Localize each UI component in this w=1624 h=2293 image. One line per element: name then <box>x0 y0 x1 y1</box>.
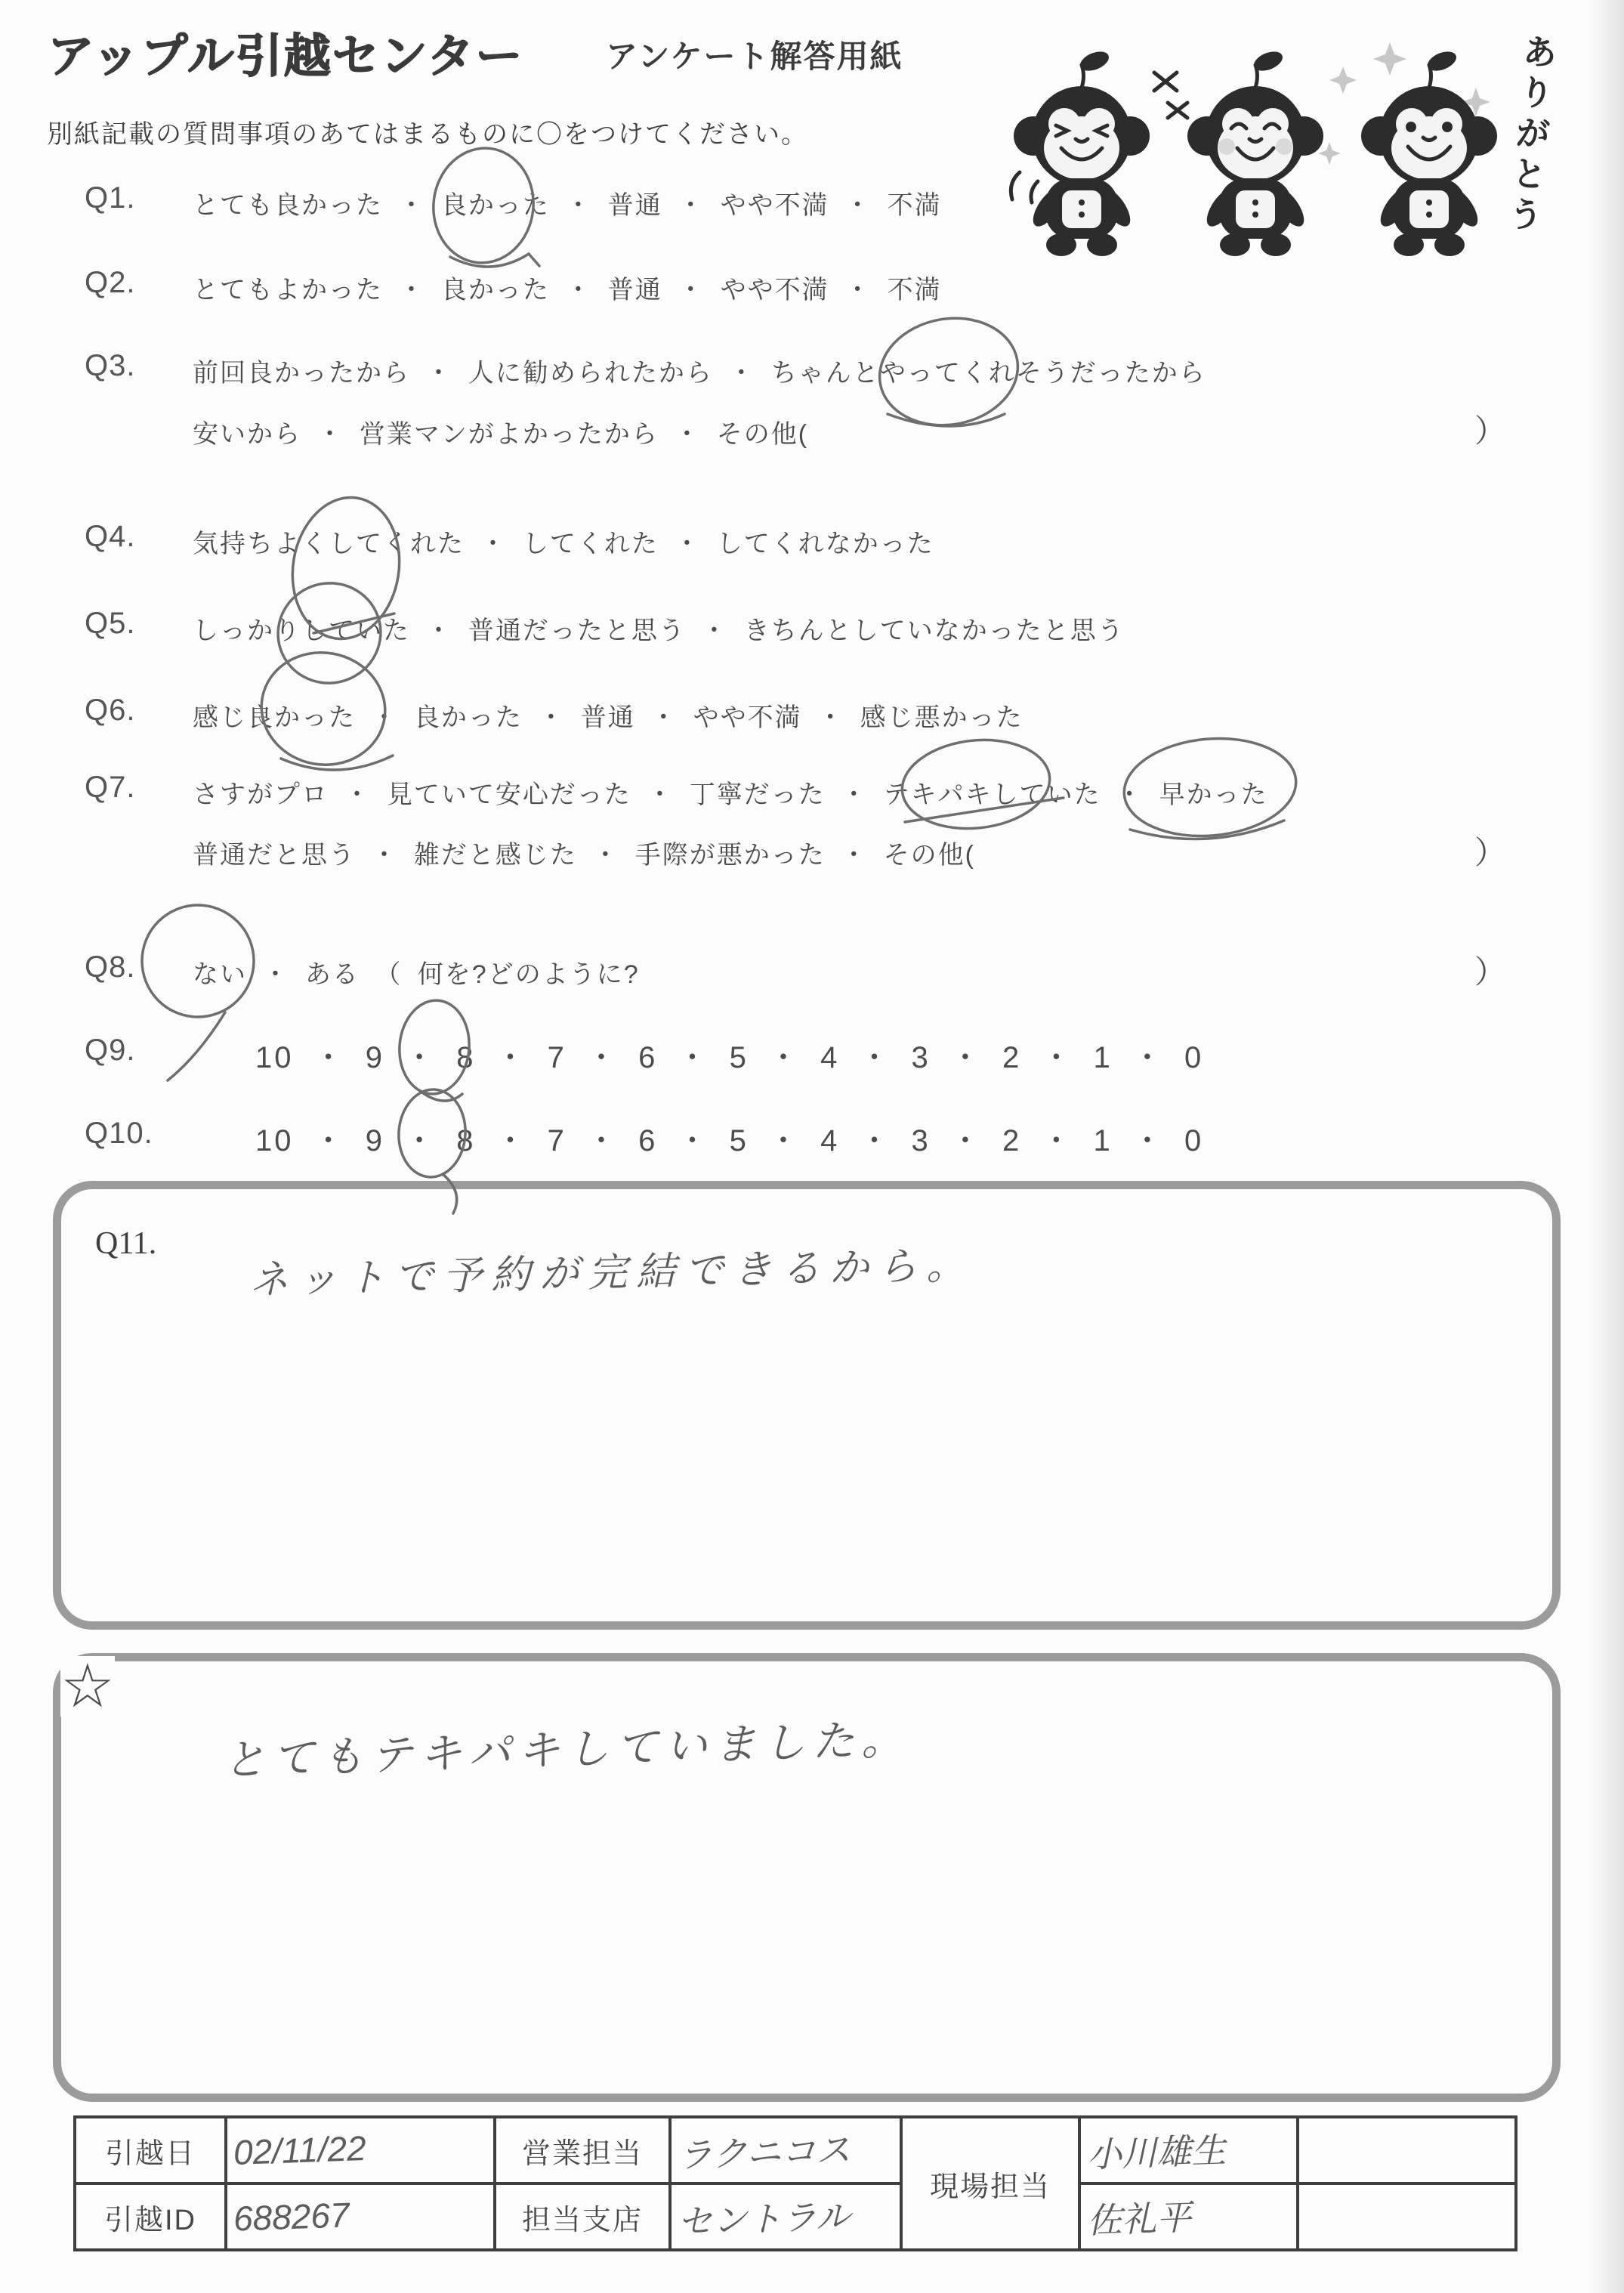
monkey-icon-2 <box>1187 48 1323 256</box>
q11-label: Q11. <box>95 1226 157 1261</box>
q7-options-line1: さすがプロ ・ 見ていて安心だった ・ 丁寧だった ・ テキパキしていた ・ 早かった <box>193 780 1268 809</box>
q2-options: とてもよかった ・ 良かった ・ 普通 ・ やや不満 ・ 不満 <box>193 276 942 304</box>
moving-id-label: 引越ID <box>75 2183 226 2250</box>
table-row-2 <box>75 2183 1516 2250</box>
q7-options-line2: 普通だと思う ・ 雑だと感じた ・ 手際が悪かった ・ その他( <box>193 841 975 870</box>
thanks-vertical-text: ありがとう <box>1502 32 1559 239</box>
moving-date-label: 引越日 <box>75 2117 226 2183</box>
company-title: アップル引越センター <box>47 30 523 82</box>
q2-label: Q2. <box>85 266 136 299</box>
site-crew-label: 現場担当 <box>901 2117 1079 2250</box>
q8-close-paren: ） <box>1474 954 1507 990</box>
footer-info-table <box>73 2115 1517 2251</box>
motion-line-icon <box>1031 181 1038 202</box>
q3-label: Q3. <box>85 349 136 382</box>
monkey-icon-1 <box>1014 48 1150 256</box>
q3-close-paren: ） <box>1474 413 1507 449</box>
q11-handwritten-answer: ネットで予約が完結できるから。 <box>249 1243 975 1303</box>
star-handwritten-comment: とてもテキパキしていました。 <box>222 1714 911 1785</box>
motion-lines-icon <box>1011 172 1020 199</box>
q3-options-line2: 安いから ・ 営業マンがよかったから ・ その他( <box>193 420 809 449</box>
monkey-icon-3 <box>1361 48 1497 256</box>
q5-label: Q5. <box>85 607 136 640</box>
sheet-subtitle: アンケート解答用紙 <box>606 39 903 74</box>
star-icon: ☆ <box>60 1652 115 1720</box>
branch-label: 担当支店 <box>495 2183 670 2250</box>
q1-options: とても良かった ・ 良かった ・ 普通 ・ やや不満 ・ 不満 <box>193 191 942 220</box>
scan-edge-shadow <box>1588 0 1624 2293</box>
q6-label: Q6. <box>85 694 136 727</box>
cross-sparkles-icon <box>1154 73 1187 118</box>
site-crew-name-2: 佐礼平 <box>1079 2183 1298 2250</box>
table-cell-empty <box>1298 2183 1516 2250</box>
q7-close-paren: ） <box>1474 835 1507 870</box>
moving-id-value: 688267 <box>226 2183 495 2250</box>
q8-label: Q8. <box>85 950 136 984</box>
q8-choices: ない ・ ある <box>193 960 360 989</box>
q9-label: Q9. <box>85 1034 136 1067</box>
site-crew-name-1: 小川雄生 <box>1079 2117 1298 2183</box>
q5-options: しっかりしていた ・ 普通だったと思う ・ きちんとしていなかったと思う <box>193 617 1125 645</box>
q6-options: 感じ良かった ・ 良かった ・ 普通 ・ やや不満 ・ 感じ悪かった <box>193 703 1023 732</box>
moving-date-value: 02/11/22 <box>226 2117 495 2183</box>
table-row-1 <box>75 2117 1516 2183</box>
q10-label: Q10. <box>85 1117 153 1150</box>
sales-rep-value: ラクニコス <box>670 2117 901 2183</box>
monkey-mascots-illustration <box>1006 21 1497 259</box>
table-cell-empty <box>1298 2117 1516 2183</box>
sales-rep-label: 営業担当 <box>495 2117 670 2183</box>
q10-scale: 10 ・ 9 ・ 8 ・ 7 ・ 6 ・ 5 ・ 4 ・ 3 ・ 2 ・ 1 ・ 0 <box>255 1124 1204 1157</box>
q1-label: Q1. <box>85 181 136 215</box>
q8-options <box>193 953 640 990</box>
q4-label: Q4. <box>85 520 136 553</box>
q3-options-line1: 前回良かったから ・ 人に勧められたから ・ ちゃんとやってくれそうだったから <box>193 359 1206 388</box>
instruction-text: 別紙記載の質問事項のあてはまるものに〇をつけてください。 <box>47 120 808 149</box>
branch-value: セントラル <box>670 2183 901 2250</box>
q4-options: 気持ちよくしてくれた ・ してくれた ・ してくれなかった <box>193 530 934 558</box>
q7-label: Q7. <box>85 771 136 804</box>
q9-scale: 10 ・ 9 ・ 8 ・ 7 ・ 6 ・ 5 ・ 4 ・ 3 ・ 2 ・ 1 ・ 0 <box>255 1041 1204 1074</box>
q8-prompt: （ 何を?どのように? <box>375 960 640 989</box>
